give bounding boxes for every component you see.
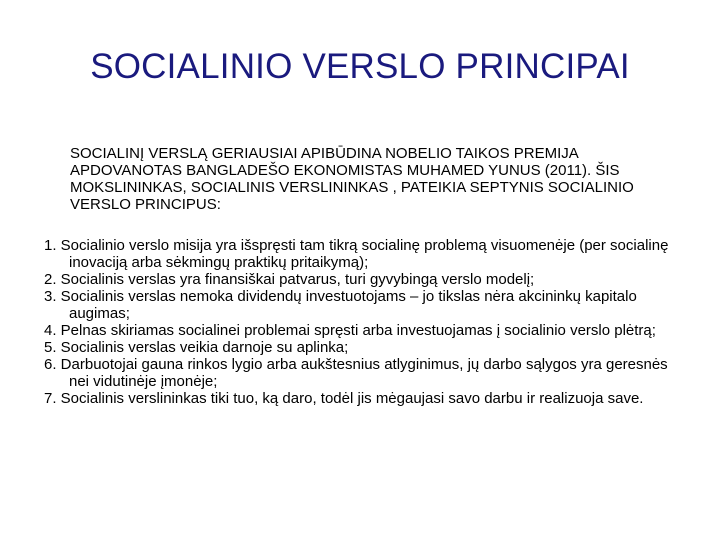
principle-item-2: 2. Socialinis verslas yra finansiškai patvarus, turi gyvybingą verslo modelį; [44,271,535,288]
principle-item-7: 7. Socialinis verslininkas tiki tuo, ką daro, todėl jis mėgaujasi savo darbu ir realizuoja save. [44,390,644,407]
principle-item-3: 3. Socialinis verslas nemoka dividendų investuotojams – jo tikslas nėra akcininkų kapitalo augimas; [44,288,637,322]
principle-item-1: 1. Socialinio verslo misija yra išspręsti tam tikrą socialinę problemą visuomenėje (per socialinę inovaciją arba sėkmingų praktikų pritaikymą); [44,237,669,271]
principles-list [44,237,684,407]
intro-paragraph: SOCIALINĮ VERSLĄ GERIAUSIAI APIBŪDINA NOBELIO TAIKOS PREMIJA APDOVANOTAS BANGLADEŠO EKONOMISTAS MUHAMED YUNUS (2011). ŠIS MOKSLININKAS, SOCIALINIS VERSLININKAS , PATEIKIA SEPTYNIS SOCIALINIO VERSLO PRINCIPUS: [70,145,634,213]
principle-item-6: 6. Darbuotojai gauna rinkos lygio arba aukštesnius atlyginimus, jų darbo sąlygos yra geresnės nei vidutinėje įmonėje; [44,356,668,390]
slide-title: SOCIALINIO VERSLO PRINCIPAI [90,47,630,86]
principle-item-4: 4. Pelnas skiriamas socialinei problemai spręsti arba investuojamas į socialinio verslo plėtrą; [44,322,656,339]
principle-item-5: 5. Socialinis verslas veikia darnoje su aplinka; [44,339,349,356]
